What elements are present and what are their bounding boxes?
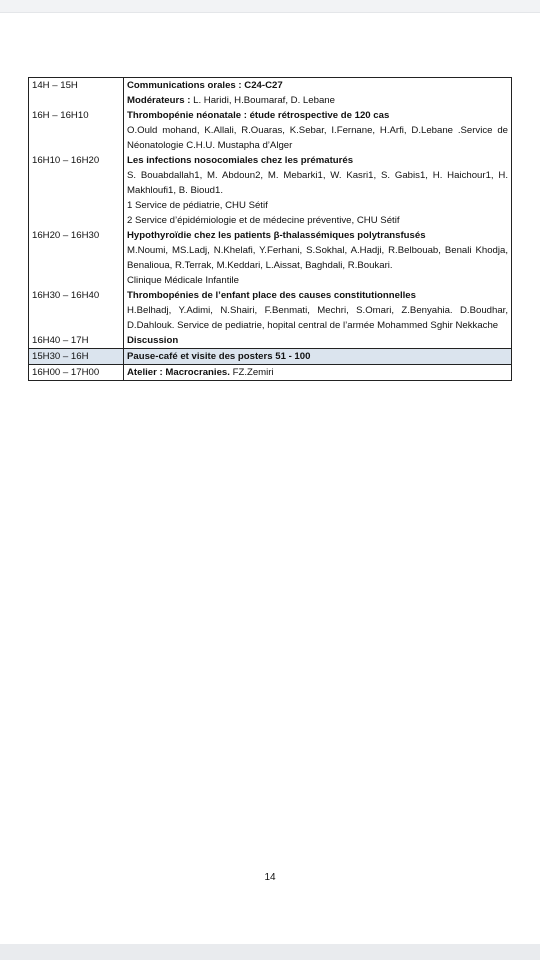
talk-cell — [124, 228, 512, 288]
session-header — [124, 78, 512, 109]
workshop-cell — [124, 365, 512, 381]
talk-affiliation: 1 Service de pédiatrie, CHU Sétif — [127, 200, 268, 211]
talk-affiliation: Clinique Médicale Infantile — [127, 275, 239, 286]
viewer-bottom-strip — [0, 944, 540, 960]
workshop-presenter: FZ.Zemiri — [232, 367, 274, 378]
break-label: Pause-café et visite des posters 51 - 100 — [124, 349, 512, 365]
session-title: Communications orales : C24-C27 — [127, 80, 283, 91]
time-cell: 14H – 15H — [29, 78, 124, 109]
table-row — [29, 288, 512, 333]
talk-authors: S. Bouabdallah1, M. Abdoun2, M. Mebarki1, W. Kasri1, S. Gabis1, H. Haichour1, H. Makhloufi1, B. Bioud1. — [127, 170, 508, 196]
table-row — [29, 333, 512, 349]
table-row — [29, 108, 512, 153]
time-cell: 16H00 – 17H00 — [29, 365, 124, 381]
talk-title: Les infections nosocomiales chez les prématurés — [127, 155, 354, 166]
time-cell: 16H40 – 17H — [29, 333, 124, 349]
talk-authors: H.Belhadj, Y.Adimi, N.Shairi, F.Benmati, Mechri, S.Omari, Z.Benyahia. D.Boudhar, D.Dahlouk. Service de pediatrie, hopital central de l’armée Mohammed Sghir Nekkache — [127, 305, 508, 331]
table-row — [29, 78, 512, 109]
talk-title: Thrombopénie néonatale : étude rétrospective de 120 cas — [127, 110, 390, 121]
break-row — [29, 349, 512, 365]
talk-cell — [124, 108, 512, 153]
time-cell: 16H10 – 16H20 — [29, 153, 124, 228]
workshop-row — [29, 365, 512, 381]
time-cell: 16H20 – 16H30 — [29, 228, 124, 288]
talk-cell — [124, 288, 512, 333]
time-cell: 16H – 16H10 — [29, 108, 124, 153]
talk-title: Thrombopénies de l’enfant place des causes constitutionnelles — [127, 290, 416, 301]
viewer-top-strip — [0, 0, 540, 13]
talk-cell — [124, 153, 512, 228]
moderators-names: L. Haridi, H.Boumaraf, D. Lebane — [190, 95, 335, 106]
talk-authors: O.Ould mohand, K.Allali, R.Ouaras, K.Sebar, I.Fernane, H.Arfi, D.Lebane .Service de Néonatologie C.H.U. Mustapha d’Alger — [127, 125, 508, 151]
discussion-label: Discussion — [127, 335, 179, 346]
workshop-label: Atelier : Macrocranies. — [127, 367, 230, 378]
table-row — [29, 228, 512, 288]
moderators-line — [127, 93, 508, 108]
talk-cell — [124, 333, 512, 349]
time-cell: 16H30 – 16H40 — [29, 288, 124, 333]
talk-title: Hypothyroïdie chez les patients β-thalassémiques polytransfusés — [127, 230, 426, 241]
talk-affiliation: 2 Service d’épidémiologie et de médecine préventive, CHU Sétif — [127, 215, 400, 226]
moderators-label: Modérateurs : — [127, 95, 191, 106]
table-row — [29, 153, 512, 228]
page-number: 14 — [264, 872, 276, 883]
time-cell: 15H30 – 16H — [29, 349, 124, 365]
talk-authors: M.Noumi, MS.Ladj, N.Khelafi, Y.Ferhani, S.Sokhal, A.Hadji, R.Belbouab, Benali Khodja, Benalioua, R.Terrak, M.Keddari, L.Aissat, Baghdali, R.Boukari. — [127, 245, 508, 271]
schedule-table — [28, 77, 512, 381]
